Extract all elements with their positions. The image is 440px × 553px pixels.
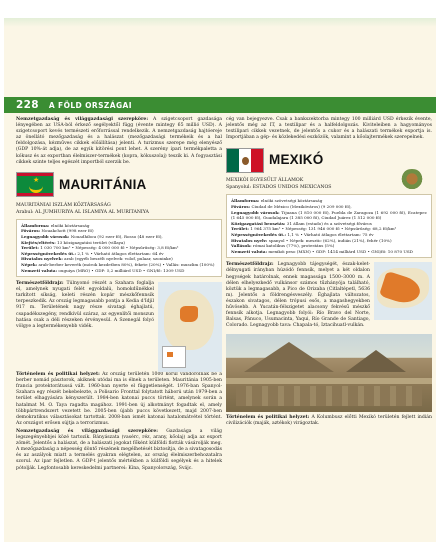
fact-row: Nemzeti valuta: ouguiya (MRO) • GDP: 5,2 milliárd USD • GNI/fő: 1309 USD bbox=[21, 267, 185, 273]
official-name: MEXIKÓI EGYESÜLT ÁLLAMOK bbox=[226, 178, 304, 184]
fact-row: Főváros: Nouakchott (998 ezer fő) bbox=[21, 228, 94, 234]
fact-row: Kiejtés/eltérés: 13 közigazgatási terület (villaya) bbox=[21, 239, 126, 245]
geo-with-map bbox=[16, 281, 222, 372]
fact-row: Hivatalos nyelv: spanyol • Népek: mesztic (62%), indián (21%), fehér (10%) bbox=[231, 237, 392, 243]
fact-row: Legnagyobb városok: Nouadhibou (92 ezer fő), Rosso (48 ezer fő), bbox=[21, 233, 163, 239]
left-column bbox=[16, 117, 222, 474]
fact-box bbox=[16, 219, 222, 277]
africa-locator-map bbox=[162, 346, 186, 368]
section-title: A FÖLD ORSZÁGAI bbox=[48, 100, 132, 110]
official-name: MAURITÁNIAI ISZLÁM KÖZTÁRSASÁG bbox=[16, 202, 111, 208]
fact-row: Hivatalos nyelvek: arab (egyéb beszélt nyelvek: volof, pulaar, szoninke) bbox=[21, 256, 173, 262]
page-number: 228 bbox=[16, 99, 39, 111]
fact-row: Közigazgatási beosztás: 31 állam (estado) és a szövetségi főváros bbox=[231, 220, 372, 226]
fact-row: Nemzeti valuta: mexikói peso (MXN) • GDP: 1414 milliárd USD • GNI/fő: 10 870 USD bbox=[231, 248, 413, 254]
teotihuacan-photo bbox=[226, 334, 432, 412]
fact-row: Népességnövekedés üt.: 2,1 % • Várható átlagos élettartam: 64 év bbox=[21, 250, 164, 256]
fact-row: Népek: arab-berber keverék (mórok kezdetben 80%), fekete (20%) • Vallás: muszlim (100%) bbox=[21, 261, 215, 267]
continued-paragraph: cég van bejegyezve. Csak a bankszektorba mintegy 100 milliárd USD érkezik évente, jelentős még az IT, a textilipar és a halfeldolgozás. Kiviteleiben a hagyományos textilipari cikkek vezetnek, de jelentős a cukor és a halászati termékek exportja is. Importjában a gép- és közlekedési eszközök, valamint a kőolajtermékek szerepelnek. bbox=[226, 117, 432, 141]
mauritania-map bbox=[158, 282, 222, 372]
country-heading-mauritania bbox=[16, 170, 222, 200]
fact-row: Terület: 1 030 700 km² • Népesség: 4 000 000 fő • Népsűrűség: 3,8 fő/km² bbox=[21, 245, 179, 251]
intro-paragraph: Nemzetgazdaság és világgazdasági szerepköre: A szigetcsoport gazdasága lényegében az USA-ból érkező segélyektől függ (évente mintegy 65 millió USD). A szigetcsoport kevés természeti erőforrással rendelkezik. A nemzetgazdaság hajtóereje az önellátó mezőgazdaság és a halászat (mezőgazdasági termékeik és a hal feldolgozása, kézműves cikkek előállítása) jelenti. A turizmus szerepe még elenyésző (GDP 10%-át adja), de az egyik kitörési pont lehet. A szerény ipari termékpaletta a kókusz és az exportban élelmiszer-termékek (kopra, kókuszolaj) teszik ki. A fogyasztási cikkek szinte teljes egészét importból szerzik be. bbox=[16, 117, 222, 165]
native-name: Arabul: AL JUMHURIYA AL ISLAMIYA AL MURITANIYA bbox=[16, 209, 149, 215]
geo-with-map bbox=[226, 262, 432, 331]
top-fade bbox=[4, 18, 436, 27]
economy-paragraph: Nemzetgazdaság és világgazdasági szerepköre: Gazdasága a világ legszegényebbjei közé tartozik. Bányászata (vasérc, réz, arany, kőolaj) adja az export zömét. Jelentős a halászat, de a halászati jogokat főként külföldi flották vásárolják meg. A mezőgazdaság a népesség döntő részének megélhetését biztosítja, de a sivatagosodás és az aszályok miatt a termelés gyakran elégtelen, az ország élelmiszerbehozatalra szorul. Az ipar fejletlen. A GDP-t jelentős mértékben a külföldi segélyek és a hitelek pótolják. Legfontosabb kereskedelmi partnerei: Kína, Spanyolország, Svájc. bbox=[16, 428, 222, 471]
fact-row: Főváros: Ciudad de México (Mexikóváros) (9 209 000 fő), bbox=[231, 203, 352, 209]
mexico-map bbox=[374, 262, 432, 320]
country-name: MEXIKÓ bbox=[269, 152, 324, 168]
right-column bbox=[226, 117, 432, 430]
fact-row: Népességnövekedés üt.: 1,1 % • Várható átlagos élettartam: 75 év bbox=[231, 231, 374, 237]
fact-row: Vallások: római katolikus (77%), protestáns (5%) bbox=[231, 243, 335, 249]
page-header bbox=[4, 97, 436, 113]
mauritania-flag-icon: ★ bbox=[16, 172, 54, 197]
geography-paragraph: Természetföldrajz: Legnagyobb tájegységét, észak-kelet-délnyugati irányban húzódó fennsík, melyet a két oldalon hegységek határolnak, ennek magassága 1500–3000 m. A délen elhelyezkedő vulkánsor számos tűzhányója található, köztük a legmagasabb, a Pico de Orizaba (Citlaltépetl, 5636 m). Jelentős a földrengésveszély. Éghajlata változatos, északon sivatagos, délen trópusi esős, a magashegyekben hűvösebb. A Yucatán-félszigetet alacsony fekvésű mészkő fennsík alkotja. Legnagyobb folyói: Río Bravo del Norte, Balsas, Pánuco, Usumacinta, Yaqui, Río Grande de Santiago, Colorado. Legnagyobb tava: Chapala-tó, Iztacihuatl-vulkán. bbox=[226, 262, 370, 329]
history-paragraph: Történelem és politikai helyzet: A Kolumbusz előtti Mexikó területén fejlett indián civilizációk (maják, aztékok) virágoztak. bbox=[226, 415, 432, 427]
book-page bbox=[4, 18, 436, 542]
fact-row: Legnagyobb városok: Tijuana (1 810 000 fő), Puebla de Zaragoza (1 692 000 fő), Ecatepec (1 645 000 fő), Guadalajara (1 385 000 fő), Ciudad Juárez (1 512 000 fő) bbox=[231, 209, 428, 221]
history-paragraph: Történelem és politikai helyzet: Az ország területén 1000 körül vándorolnak be a berber nomád pásztorok, akiknek utódai ma is élnek a területen. Mauritánia 1905-ben francia protektorátussá vált. 1960-ban nyerte el függetlenségét. 1976-ban Spanyol-Szahara egy részét bekebelezte, a Polisario Fronttal folytatott háború után 1979-ben a terület elhagyására kényszerült. 1984-ben katonai puccs történt, amelynek során a hatalmat M. O. Taya ragadta magához. 1991-ben új alkotmányt fogadtak el, amely többpártrendszert vezetett be. 2005-ben újabb puccs következett, majd 2007-ben demokratikus választásokat tartottak. 2008-ban ismét katonai hatalomátvétel történt. Az országot erősen sújtja a terrorizmus. bbox=[16, 372, 222, 426]
mexico-flag-icon bbox=[226, 148, 264, 173]
country-name: MAURITÁNIA bbox=[59, 176, 147, 192]
mexico-coat-of-arms-icon bbox=[398, 169, 426, 191]
fact-box bbox=[226, 194, 432, 258]
fact-row: Államforma: elnöki szövetségi köztársaság bbox=[231, 198, 323, 204]
fact-row: Államforma: elnöki köztársaság bbox=[21, 222, 90, 228]
fact-row: Terület: 1 964 375 km² • Népesség: 131 946 000 fő • Népsűrűség: 68,2 fő/km² bbox=[231, 226, 397, 232]
native-name: Spanyolul: ESTADOS UNIDOS MEXICANOS bbox=[226, 185, 332, 191]
geography-paragraph: Természetföldrajz: Túlnyomó részét a Szahara foglalja el, amelynek nyugati felét egyoldalú, homokdűnékkel tarkított síkság, keleti részén kopár mészkőfennsík terpeszkedik. Az ország legmagasabb pontja a Kedia d'Idjil 917 m. Területének nagy része sivatagi éghajlatú, csapadékszegény, rendkívül száraz, az egyenlítői monszun hatása csak a déli részeken érvényesül. A Szenegál folyó völgye a legtermékenyebb vidék. bbox=[16, 281, 154, 329]
country-heading-mexico bbox=[226, 145, 432, 175]
